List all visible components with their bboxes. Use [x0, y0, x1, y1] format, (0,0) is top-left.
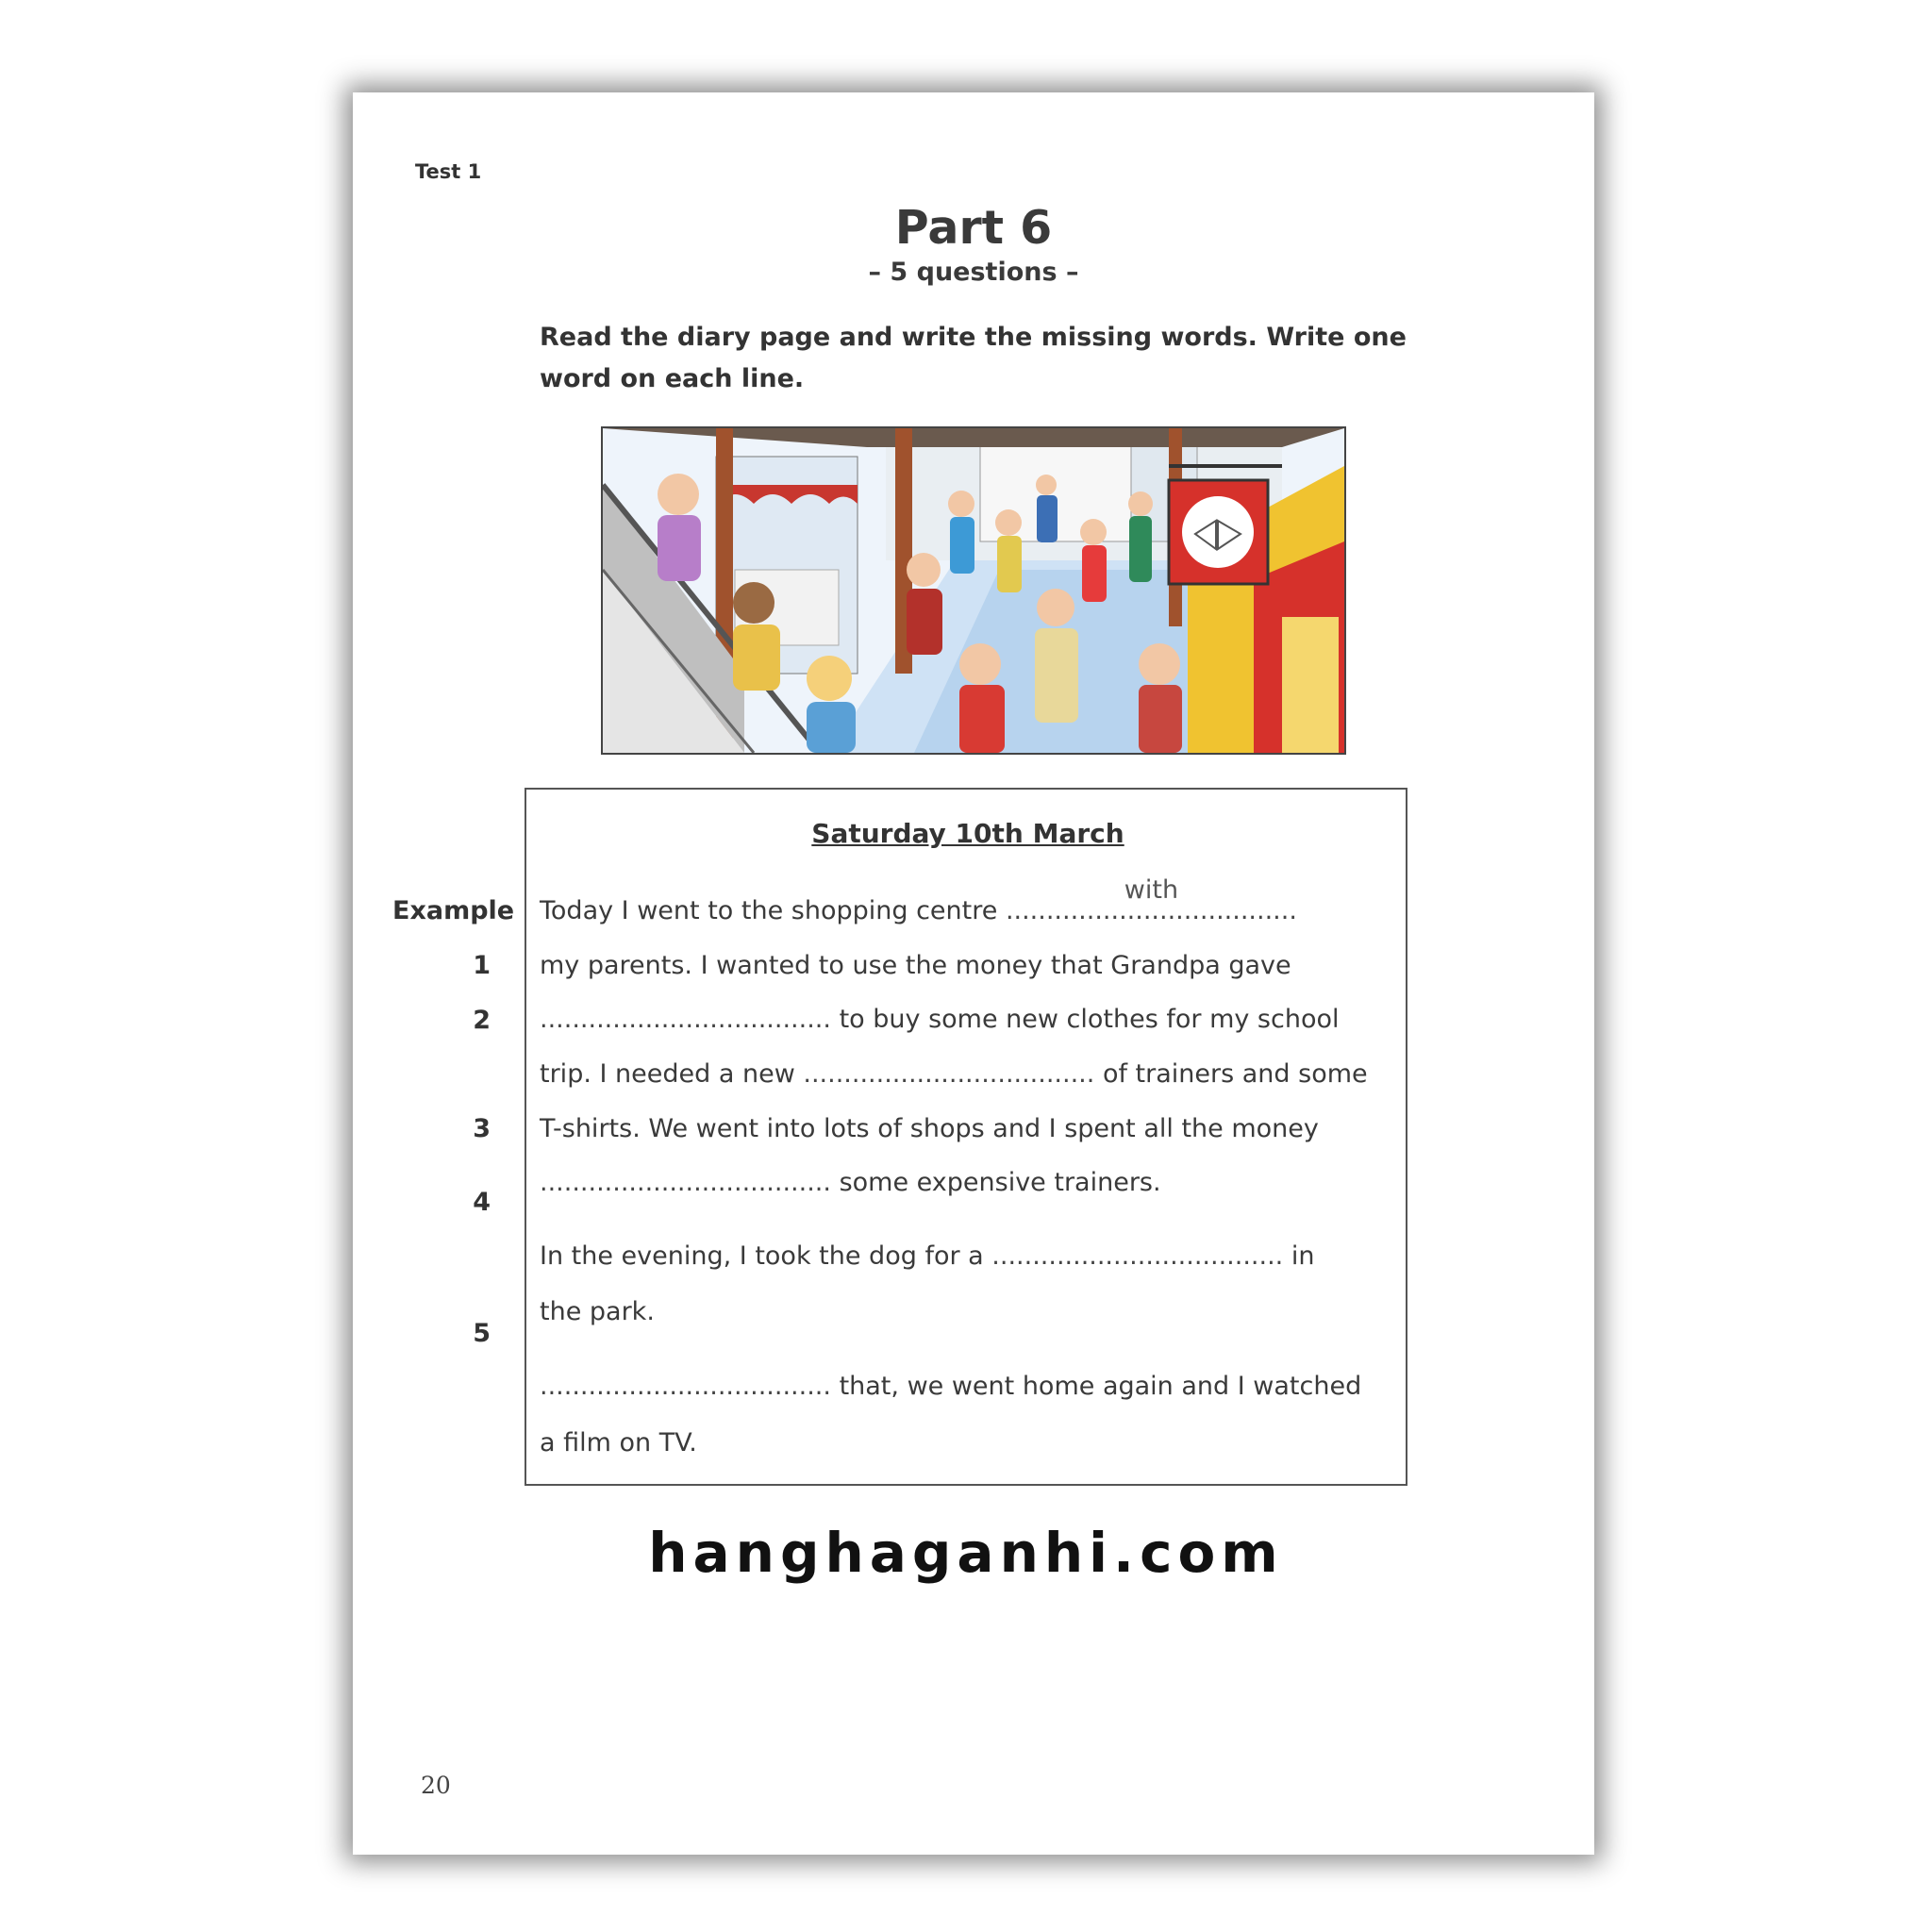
question-number: 4 [473, 1188, 491, 1217]
diary-line: the park. [540, 1297, 655, 1326]
test-label: Test 1 [415, 160, 482, 183]
watermark: hanghaganhi.com [648, 1521, 1284, 1585]
diary-line-text: in [1283, 1241, 1315, 1271]
gap-dots: .................................... [1005, 896, 1297, 925]
diary-line-text: Today I went to the shopping centre [540, 896, 1006, 925]
diary-line-text: that, we went home again and I watched [830, 1372, 1362, 1401]
diary-heading: Saturday 10th March [811, 818, 1124, 849]
answer-gap-4[interactable]: .................................... [991, 1241, 1284, 1271]
question-number: 3 [473, 1114, 491, 1143]
diary-line-text: some expensive trainers. [830, 1168, 1161, 1197]
answer-gap-5[interactable]: .................................... [540, 1372, 831, 1401]
diary-line-text: trip. I needed a new [540, 1059, 804, 1089]
page-title: Part 6 [894, 201, 1053, 255]
diary-line: T-shirts. We went into lots of shops and I spent all the money [540, 1114, 1319, 1143]
answer-gap-3[interactable]: .................................... [540, 1168, 831, 1197]
diary-line-text: In the evening, I took the dog for a [540, 1241, 992, 1271]
diary-line [540, 1005, 1340, 1034]
illustration-svg [603, 428, 1344, 753]
question-number: 1 [473, 951, 491, 980]
diary-line [540, 1372, 1361, 1401]
diary-line: my parents. I wanted to use the money that Grandpa gave [540, 951, 1291, 980]
diary-line-text: to buy some new clothes for my school [830, 1005, 1340, 1034]
diary-line [540, 1168, 1161, 1197]
shopping-centre-illustration [601, 426, 1346, 755]
question-number: 2 [473, 1006, 491, 1035]
diary-line [540, 875, 1297, 925]
answer-gap-1[interactable]: .................................... [540, 1005, 831, 1034]
page-number: 20 [421, 1772, 451, 1799]
instructions: Read the diary page and write the missing words. Write one word on each line. [540, 323, 1407, 393]
diary-line [540, 1059, 1368, 1089]
diary-line [540, 1241, 1314, 1271]
diary-line-text: of trainers and some [1094, 1059, 1368, 1089]
page-subtitle: – 5 questions – [868, 258, 1079, 287]
example-answer: with [1124, 875, 1179, 905]
example-answer-gap [1005, 875, 1297, 925]
worksheet-page [353, 92, 1594, 1855]
answer-gap-2[interactable]: .................................... [803, 1059, 1095, 1089]
example-label: Example [392, 896, 515, 925]
diary-box [525, 788, 1407, 1486]
question-number: 5 [473, 1319, 491, 1348]
diary-line: a film on TV. [540, 1428, 697, 1457]
